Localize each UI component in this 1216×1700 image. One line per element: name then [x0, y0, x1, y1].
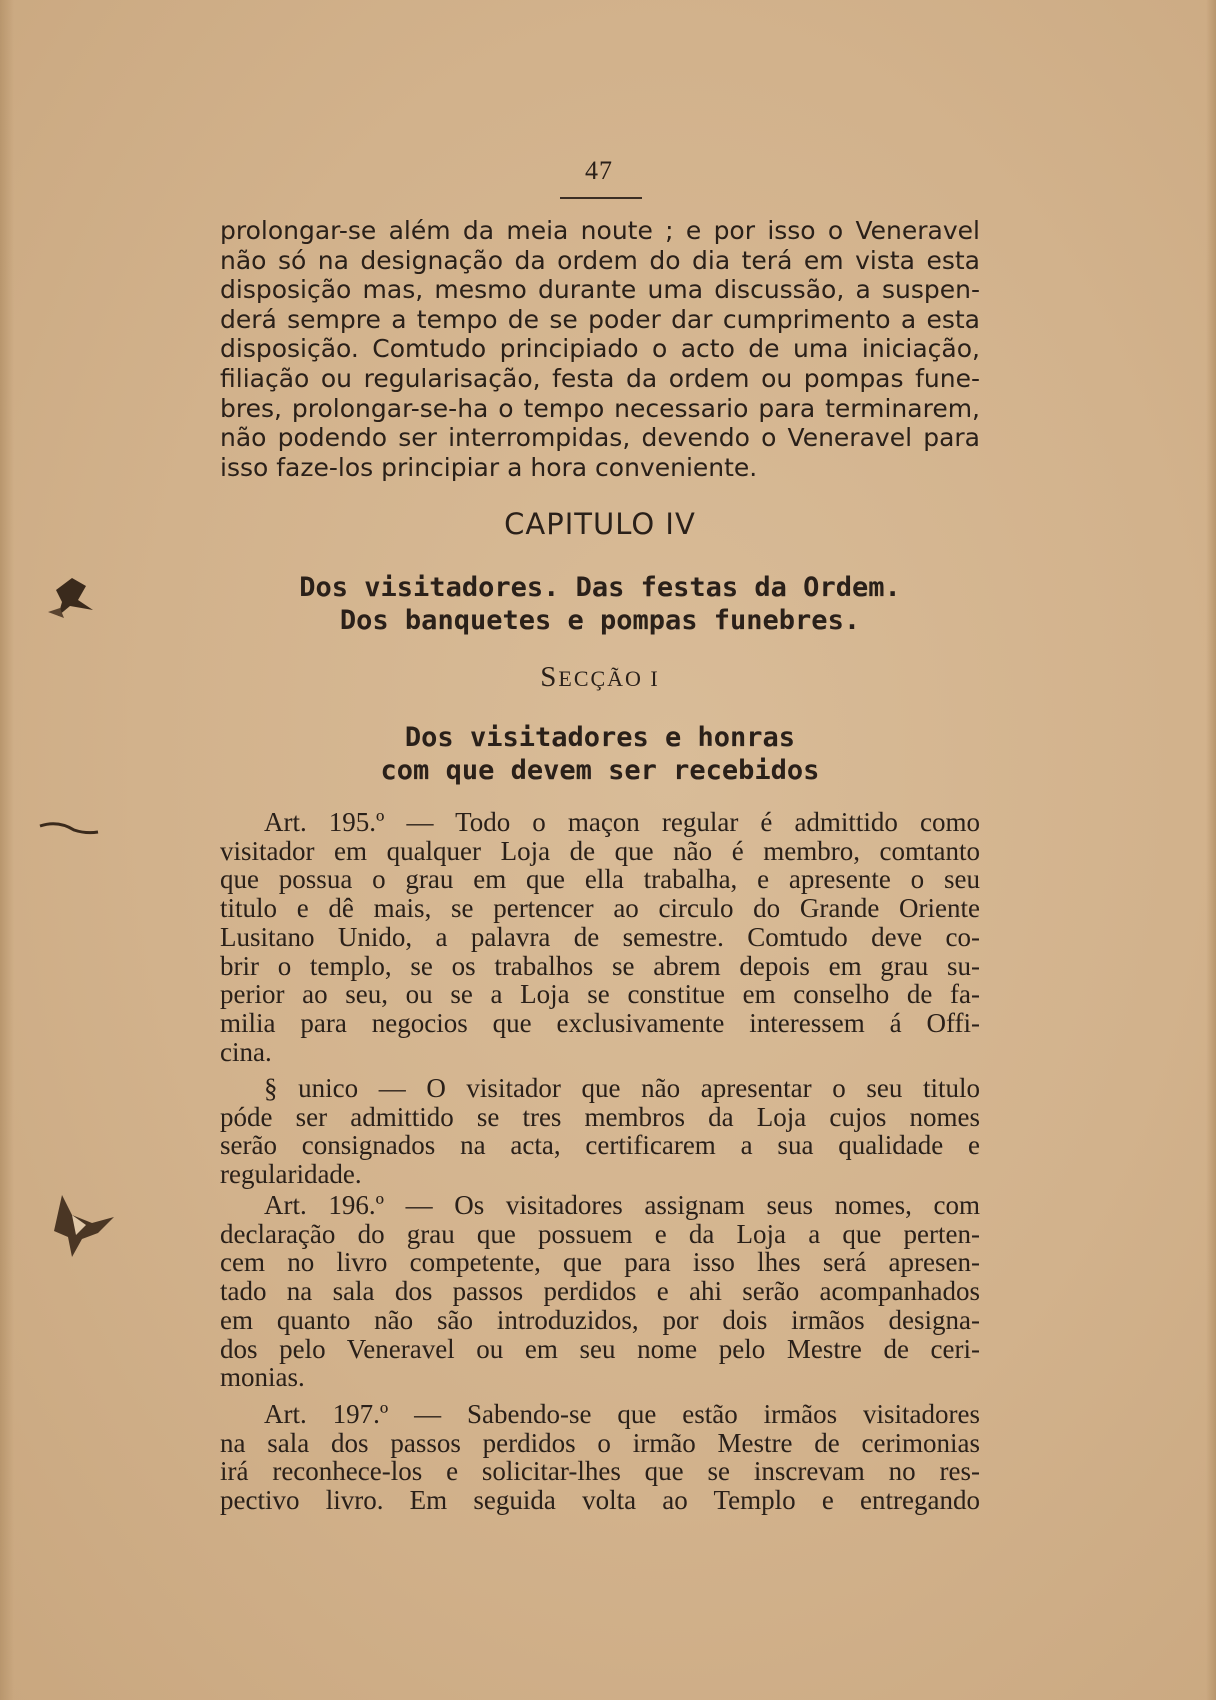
article-197: [220, 1400, 980, 1515]
text-line: dos pelo Veneravel ou em seu nome pelo Mestre de ceri-: [220, 1333, 980, 1364]
text-line: filiação ou regularisação, festa da ordem ou pompas fune-: [220, 363, 980, 393]
text-line: Art. 195.º — Todo o maçon regular é admittido como: [264, 807, 980, 837]
section-label-rest: ECÇÃO I: [558, 666, 660, 691]
text-line: prolongar-se além da meia noute ; e por isso o Veneravel: [220, 216, 980, 245]
text-line: em quanto não são introduzidos, por dois irmãos designa-: [220, 1304, 980, 1335]
page-left-edge: [0, 0, 14, 1700]
opening-paragraph: [220, 216, 980, 482]
text-line: visitador em qualquer Loja de que não é membro, comtanto: [220, 835, 980, 866]
text-line: irá reconhece-los e solicitar-lhes que se inscrevam no res-: [220, 1456, 980, 1487]
text-line: bres, prolongar-se-ha o tempo necessario para terminarem,: [220, 393, 980, 423]
text-line: isso faze-los principiar a hora conveniente.: [220, 452, 758, 482]
paper-damage-mark: [42, 1185, 132, 1275]
text-line: cem no livro competente, que para isso lhes será apresen-: [220, 1247, 980, 1278]
section-label: [220, 661, 980, 694]
text-line: monias.: [220, 1362, 305, 1393]
paper-damage-mark: [38, 560, 108, 630]
article-195: [220, 808, 980, 1066]
text-line: brir o templo, se os trabalhos se abrem depois em grau su-: [220, 950, 980, 981]
text-line: não só na designação da ordem do dia terá em vista esta: [220, 245, 980, 275]
text-line: serão consignados na acta, certificarem a sua qualidade e: [220, 1130, 980, 1161]
text-line: tado na sala dos passos perdidos e ahi serão acompanhados: [220, 1276, 980, 1307]
chapter-subtitle-line: Dos banquetes e pompas funebres.: [339, 605, 861, 636]
text-line: que possua o grau em que ella trabalha, e apresente o seu: [220, 864, 980, 895]
section-label-initial: S: [540, 661, 559, 693]
text-line: disposição mas, mesmo durante uma discussão, a suspen-: [220, 275, 980, 305]
text-line: Art. 197.º — Sabendo-se que estão irmãos visitadores: [264, 1399, 980, 1429]
page-number-rule: [560, 197, 642, 199]
text-line: cina.: [220, 1036, 272, 1067]
text-line: regularidade.: [220, 1159, 362, 1190]
paragraph-unico: [220, 1074, 980, 1189]
text-line: disposição. Comtudo principiado o acto de uma iniciação,: [220, 334, 980, 364]
paper-damage-mark: [38, 808, 108, 858]
chapter-subtitle: [220, 571, 980, 637]
text-line: milia para negocios que exclusivamente interessem á Offi-: [220, 1007, 980, 1038]
chapter-subtitle-line: Dos visitadores. Das festas da Ordem.: [299, 572, 901, 603]
text-line: perior ao seu, ou se a Loja se constitue em conselho de fa-: [220, 979, 980, 1010]
page-number: 47: [585, 156, 613, 185]
text-line: derá sempre a tempo de se poder dar cumprimento a esta: [220, 304, 980, 334]
text-line: Art. 196.º — Os visitadores assignam seus nomes, com: [264, 1190, 980, 1220]
article-196: [220, 1191, 980, 1392]
chapter-title: CAPITULO IV: [504, 507, 696, 541]
section-subtitle: [220, 721, 980, 787]
text-line: pectivo livro. Em seguida volta ao Templo e entregando: [220, 1485, 980, 1516]
text-line: Lusitano Unido, a palavra de semestre. Comtudo deve co-: [220, 921, 980, 952]
page-right-edge: [1206, 0, 1216, 1700]
text-line: póde ser admittido se tres membros da Loja cujos nomes: [220, 1101, 980, 1132]
text-line: titulo e dê mais, se pertencer ao circulo do Grande Oriente: [220, 893, 980, 924]
text-line: § unico — O visitador que não apresentar o seu titulo: [264, 1073, 980, 1103]
text-line: não podendo ser interrompidas, devendo o Veneravel para: [220, 423, 980, 453]
text-line: declaração do grau que possuem e da Loja a que perten-: [220, 1218, 980, 1249]
text-line: na sala dos passos perdidos o irmão Mestre de cerimonias: [220, 1427, 980, 1458]
section-subtitle-line: com que devem ser recebidos: [380, 755, 820, 786]
section-subtitle-line: Dos visitadores e honras: [404, 722, 796, 753]
